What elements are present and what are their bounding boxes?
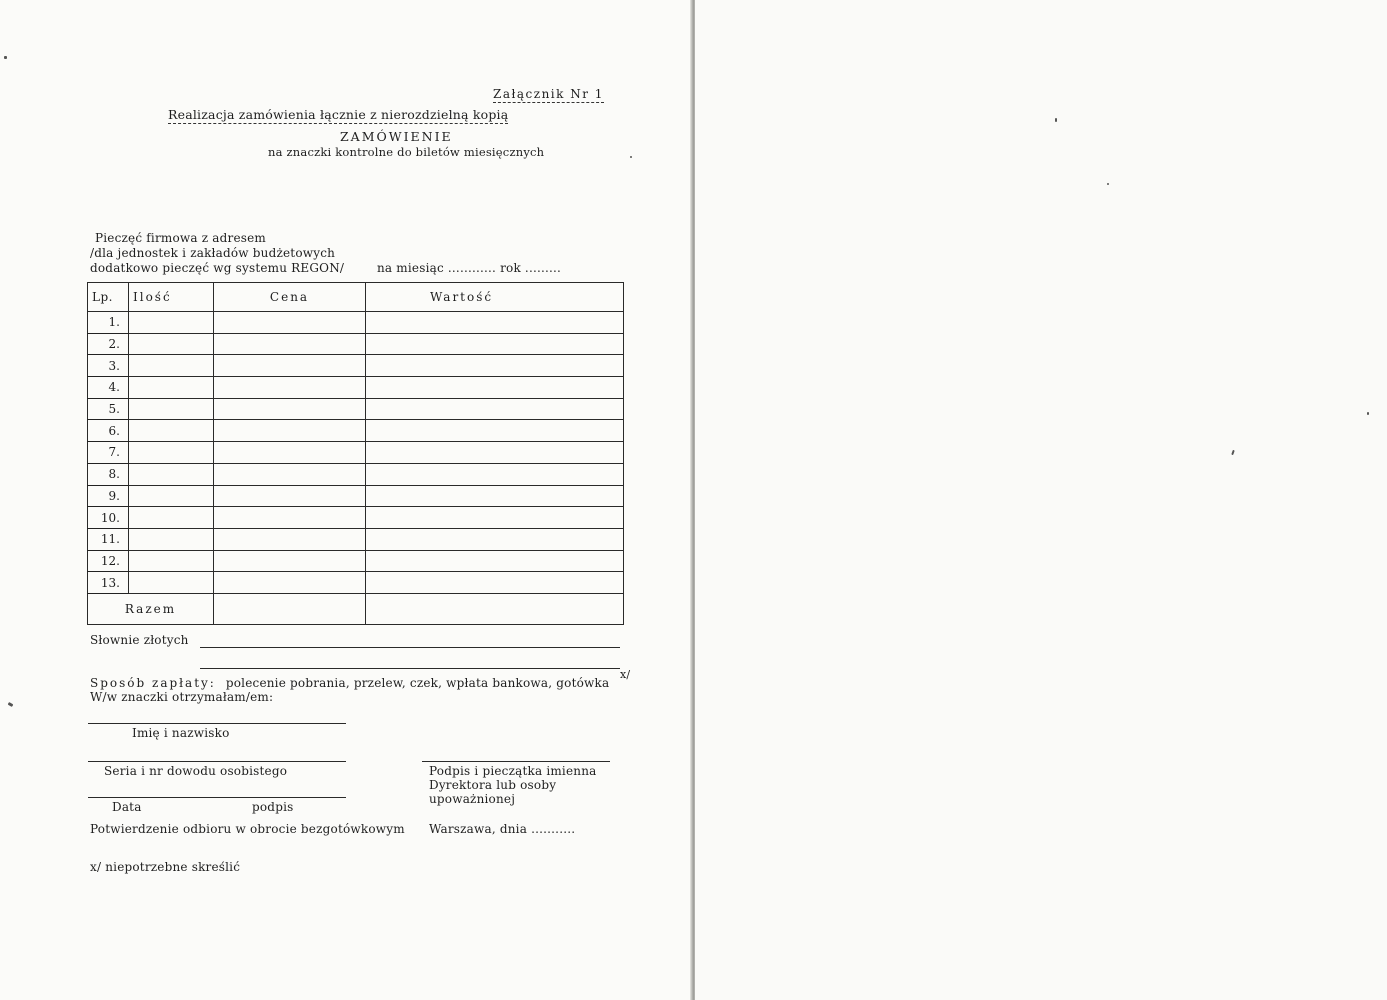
ilosc-cell[interactable] (129, 528, 214, 550)
name-label: Imię i nazwisko (132, 726, 230, 740)
wartosc-cell[interactable] (366, 355, 624, 377)
ilosc-cell[interactable] (129, 420, 214, 442)
director-label-2: upoważnionej (429, 792, 516, 806)
row-number: 12. (88, 550, 129, 572)
row-number: 3. (88, 355, 129, 377)
speck-mark (4, 56, 7, 59)
wartosc-cell[interactable] (366, 333, 624, 355)
ilosc-cell[interactable] (129, 507, 214, 529)
ilosc-cell[interactable] (129, 333, 214, 355)
table-row (88, 312, 624, 334)
total-row (88, 593, 624, 624)
cena-cell[interactable] (214, 442, 366, 464)
wartosc-cell[interactable] (366, 312, 624, 334)
row-number: 10. (88, 507, 129, 529)
payment-label: Sposób zapłaty: (90, 676, 216, 690)
ilosc-cell[interactable] (129, 572, 214, 594)
row-number: 4. (88, 377, 129, 399)
place-date: Warszawa, dnia ........... (429, 822, 576, 836)
row-number: 11. (88, 528, 129, 550)
header-ilosc: Ilość (129, 283, 214, 312)
ilosc-cell[interactable] (129, 485, 214, 507)
name-line[interactable] (88, 723, 346, 724)
cena-cell[interactable] (214, 572, 366, 594)
wartosc-cell[interactable] (366, 572, 624, 594)
sign-label: podpis (252, 800, 294, 814)
id-line[interactable] (88, 761, 346, 762)
signature-label: Podpis i pieczątka imienna (429, 764, 597, 778)
words-line-1[interactable] (200, 647, 620, 648)
received-label: W/w znaczki otrzymałam/em: (90, 690, 274, 704)
ilosc-cell[interactable] (129, 377, 214, 399)
header-cena: Cena (214, 283, 366, 312)
ilosc-cell[interactable] (129, 398, 214, 420)
wartosc-cell[interactable] (366, 528, 624, 550)
payment-method (90, 676, 609, 690)
confirm-label: Potwierdzenie odbioru w obrocie bezgotówkowym (90, 822, 405, 836)
table-header-row (88, 283, 624, 312)
document-title: ZAMÓWIENIE (340, 129, 453, 144)
annex-label: Załącznik Nr 1 (493, 87, 604, 101)
header-wartosc: Wartość (366, 283, 624, 312)
wartosc-cell[interactable] (366, 550, 624, 572)
wartosc-cell[interactable] (366, 442, 624, 464)
left-page (0, 0, 693, 1000)
stamp-line-2: /dla jednostek i zakładów budżetowych (90, 246, 336, 260)
row-number: 8. (88, 463, 129, 485)
speck-mark (1055, 118, 1057, 122)
wartosc-cell[interactable] (366, 398, 624, 420)
table-row (88, 463, 624, 485)
period-field: na miesiąc ............ rok ......... (377, 261, 562, 275)
document-subtitle: na znaczki kontrolne do biletów miesięcznych (268, 145, 545, 159)
cena-cell[interactable] (214, 355, 366, 377)
words-label: Słownie złotych (90, 633, 189, 647)
cena-cell[interactable] (214, 398, 366, 420)
id-label: Seria i nr dowodu osobistego (104, 764, 288, 778)
row-number: 9. (88, 485, 129, 507)
speck-mark (630, 156, 632, 158)
order-table (87, 282, 624, 625)
words-line-2[interactable] (200, 668, 620, 669)
row-number: 5. (88, 398, 129, 420)
speck-mark (1367, 412, 1369, 415)
speck-mark (8, 702, 14, 707)
director-label-1: Dyrektora lub osoby (429, 778, 557, 792)
signature-line[interactable] (422, 761, 610, 762)
wartosc-cell[interactable] (366, 507, 624, 529)
ilosc-cell[interactable] (129, 550, 214, 572)
cena-cell[interactable] (214, 420, 366, 442)
cena-cell[interactable] (214, 507, 366, 529)
wartosc-cell[interactable] (366, 420, 624, 442)
table-row (88, 550, 624, 572)
stamp-line-1: Pieczęć firmowa z adresem (95, 231, 267, 245)
row-number: 6. (88, 420, 129, 442)
ilosc-cell[interactable] (129, 312, 214, 334)
table-row (88, 420, 624, 442)
table-row (88, 572, 624, 594)
table-row (88, 333, 624, 355)
table-row (88, 398, 624, 420)
ilosc-cell[interactable] (129, 355, 214, 377)
cena-cell[interactable] (214, 485, 366, 507)
table-row (88, 485, 624, 507)
table-row (88, 528, 624, 550)
right-page (695, 0, 1387, 1000)
wartosc-cell[interactable] (366, 377, 624, 399)
cena-cell[interactable] (214, 528, 366, 550)
cena-cell[interactable] (214, 312, 366, 334)
row-number: 13. (88, 572, 129, 594)
ilosc-cell[interactable] (129, 463, 214, 485)
table-row (88, 507, 624, 529)
header-lp: Lp. (88, 283, 129, 312)
cena-cell[interactable] (214, 463, 366, 485)
wartosc-cell[interactable] (366, 485, 624, 507)
total-cena-cell[interactable] (214, 593, 366, 624)
date-sign-line[interactable] (88, 797, 346, 798)
table-row (88, 355, 624, 377)
date-label: Data (112, 800, 142, 814)
realization-note: Realizacja zamówienia łącznie z nierozdzielną kopią (168, 107, 509, 122)
footnote-mark: x/ (620, 668, 631, 681)
row-number: 7. (88, 442, 129, 464)
row-number: 1. (88, 312, 129, 334)
total-label: Razem (88, 593, 214, 624)
stamp-line-3: dodatkowo pieczęć wg systemu REGON/ (90, 261, 345, 275)
speck-mark (1231, 450, 1235, 455)
cena-cell[interactable] (214, 550, 366, 572)
payment-options: polecenie pobrania, przelew, czek, wpłata bankowa, gotówka (225, 676, 610, 690)
ilosc-cell[interactable] (129, 442, 214, 464)
cena-cell[interactable] (214, 333, 366, 355)
cena-cell[interactable] (214, 377, 366, 399)
total-wartosc-cell[interactable] (366, 593, 624, 624)
speck-mark (1107, 183, 1109, 185)
footnote: x/ niepotrzebne skreślić (90, 860, 241, 874)
wartosc-cell[interactable] (366, 463, 624, 485)
table-row (88, 442, 624, 464)
table-row (88, 377, 624, 399)
row-number: 2. (88, 333, 129, 355)
